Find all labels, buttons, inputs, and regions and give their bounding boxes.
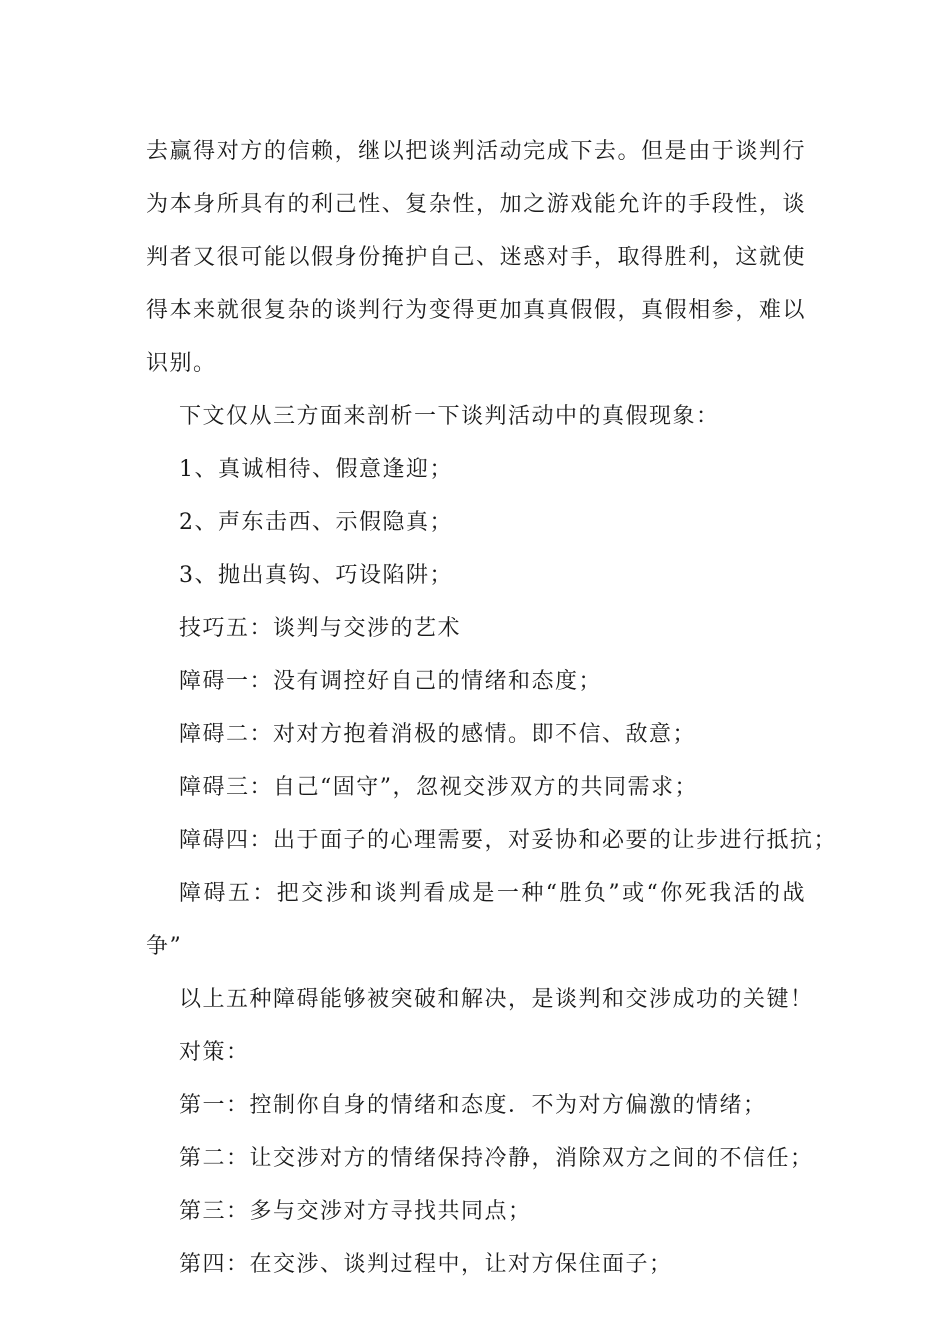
obstacle-1: 障碍一：没有调控好自己的情绪和态度； [179, 669, 603, 694]
obstacle-4: 障碍四：出于面子的心理需要，对妥协和必要的让步进行抵抗； [179, 828, 838, 853]
strategies-heading: 对策： [179, 1040, 250, 1065]
strategy-1: 第一：控制你自身的情绪和态度．不为对方偏激的情绪； [179, 1093, 767, 1118]
obstacle-3: 障碍三：自己“固守”，忽视交涉双方的共同需求； [179, 775, 698, 800]
paragraph-conclusion: 以上五种障碍能够被突破和解决，是谈判和交涉成功的关键！ [179, 987, 814, 1012]
strategy-4: 第四：在交涉、谈判过程中，让对方保住面子； [179, 1252, 673, 1277]
strategy-3: 第三：多与交涉对方寻找共同点； [179, 1199, 532, 1224]
paragraph-continuation: 去赢得对方的信赖，继以把谈判活动完成下去。但是由于谈判行为本身所具有的利己性、复杂性，加之游戏能允许的手段性，谈判者又很可能以假身份掩护自己、迷惑对手，取得胜利，这就使得本来就很复杂的谈判行为变得更加真真假假，真假相参，难以识别。 [146, 139, 806, 376]
list-item-1: 1、真诚相待、假意逢迎； [179, 457, 453, 482]
strategy-2: 第二：让交涉对方的情绪保持冷静，消除双方之间的不信任； [179, 1146, 814, 1171]
paragraph-intro: 下文仅从三方面来剖析一下谈判活动中的真假现象： [179, 404, 720, 429]
obstacle-2: 障碍二：对对方抱着消极的感情。即不信、敌意； [179, 722, 697, 747]
list-item-3: 3、抛出真钩、巧设陷阱； [179, 563, 453, 588]
list-item-2: 2、声东击西、示假隐真； [179, 510, 453, 535]
section-heading: 技巧五：谈判与交涉的艺术 [179, 616, 462, 641]
document-body [146, 125, 838, 1291]
obstacle-5: 障碍五：把交涉和谈判看成是一种“胜负”或“你死我活的战争” [146, 881, 806, 959]
